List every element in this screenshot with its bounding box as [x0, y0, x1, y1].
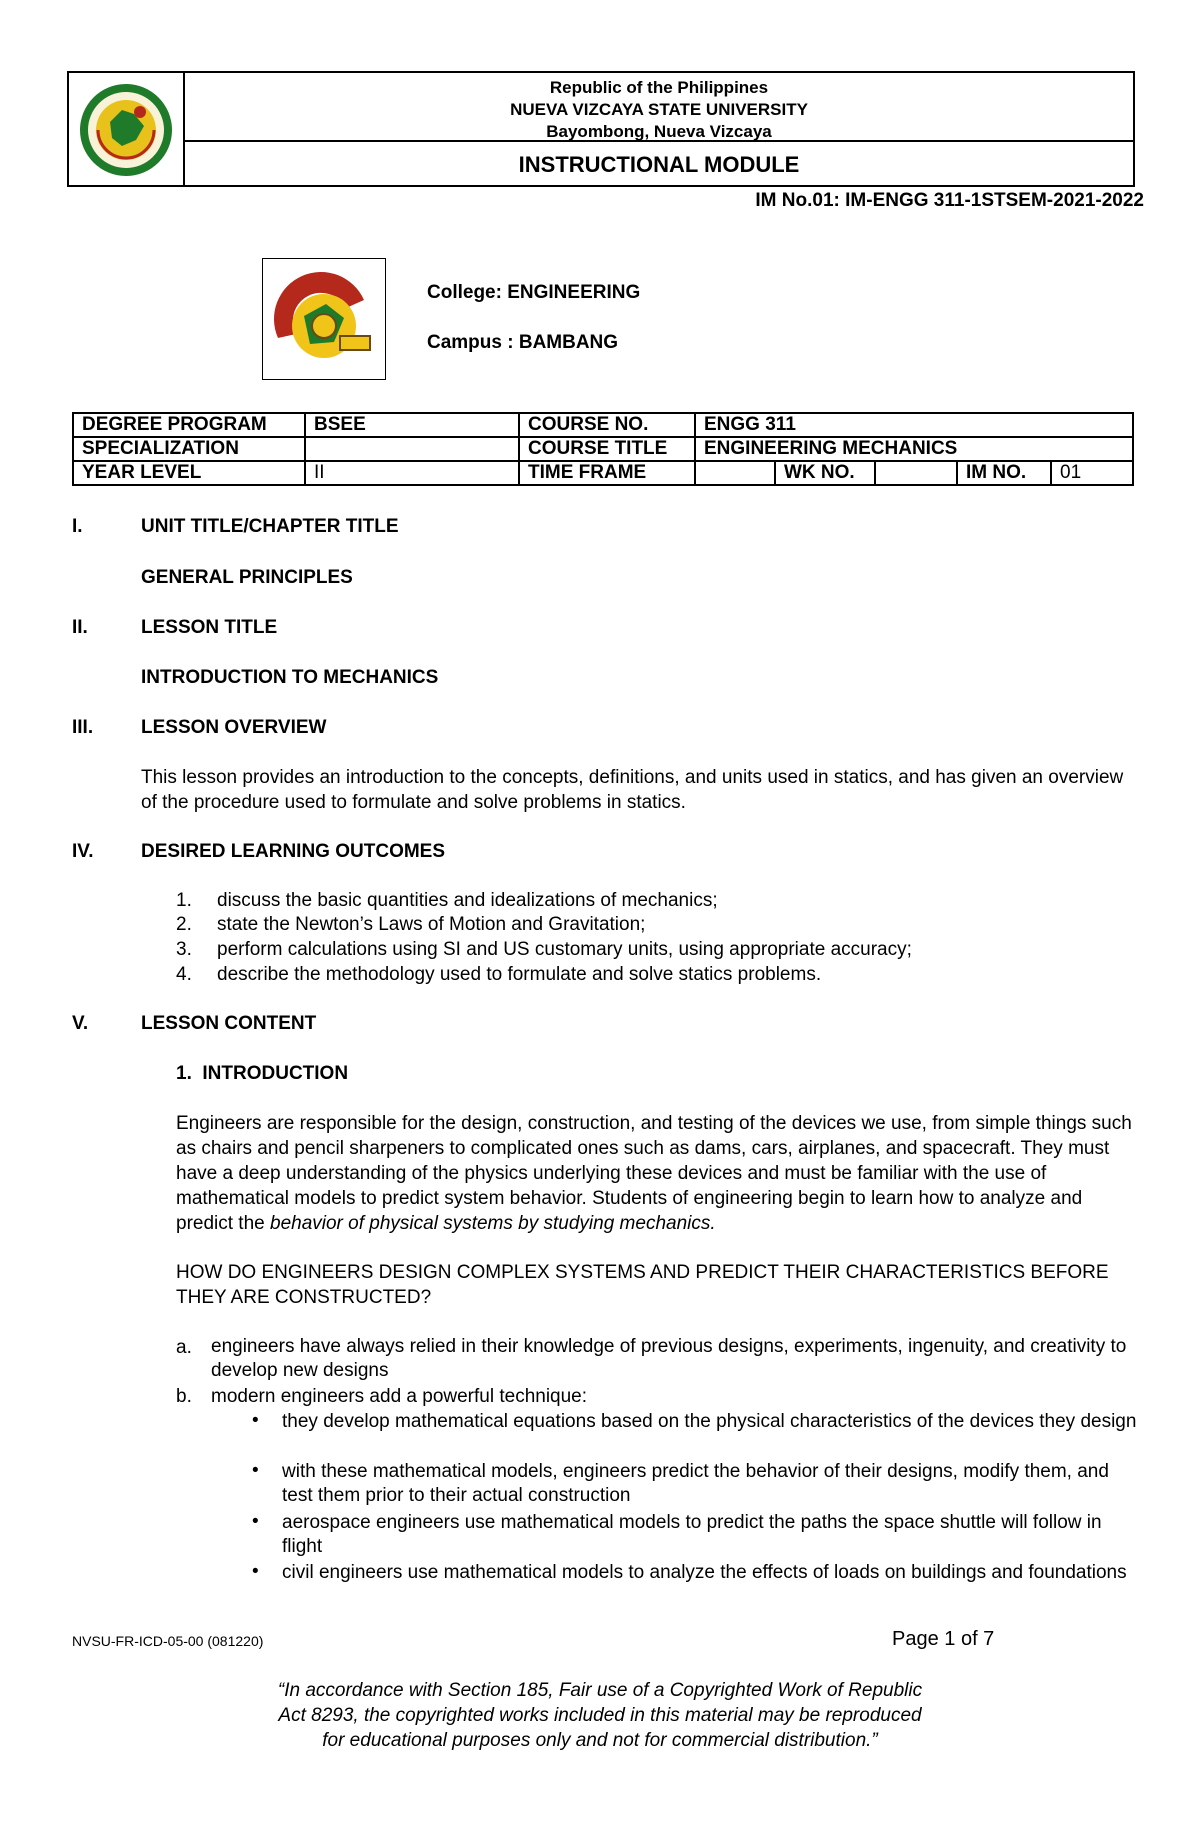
course-no-label: COURSE NO. — [519, 413, 695, 437]
list-item: aerospace engineers use mathematical models to predict the paths the space shuttle will follow in flight — [282, 1512, 1102, 1557]
course-info-table — [72, 412, 1134, 486]
page-number: Page 1 of 7 — [892, 1628, 995, 1650]
degree-value: BSEE — [305, 413, 519, 437]
specialization-label: SPECIALIZATION — [73, 437, 305, 461]
list-item: with these mathematical models, engineers predict the behavior of their designs, modify them, and test them prior to their actual construction — [282, 1461, 1109, 1506]
lesson-title: INTRODUCTION TO MECHANICS — [141, 667, 439, 688]
copyright-notice — [0, 1678, 1200, 1753]
campus-name: Campus : BAMBANG — [427, 332, 619, 353]
outcome-text: perform calculations using SI and US customary units, using appropriate accuracy; — [217, 939, 912, 960]
year-level-label: YEAR LEVEL — [73, 461, 305, 485]
section-1-number: I. — [72, 516, 83, 537]
outcome-number: 2. — [176, 914, 192, 935]
table-row — [73, 413, 1133, 437]
section-4-title: DESIRED LEARNING OUTCOMES — [141, 841, 446, 862]
degree-label: DEGREE PROGRAM — [73, 413, 305, 437]
introduction-text: Engineers are responsible for the design, construction, and testing of the devices we use, from simple things such as chairs and pencil sharpeners to complicated ones such as dams, cars, airplanes, and spacecraft. They must have a deep understanding of the physics underlying these devices and must be familiar with the use of mathematical models to predict system behavior. Students of engineering begin to learn how to analyze and predict the — [176, 1113, 1132, 1234]
table-row — [73, 461, 1133, 485]
section-3-number: III. — [72, 717, 94, 738]
outcome-number: 3. — [176, 939, 192, 960]
module-title: INSTRUCTIONAL MODULE — [518, 152, 800, 177]
im-no-value: 01 — [1051, 461, 1133, 485]
college-name: College: ENGINEERING — [427, 282, 641, 303]
outcome-number: 1. — [176, 890, 192, 911]
item-b-label: b. — [176, 1386, 192, 1407]
section-2-number: II. — [72, 617, 88, 638]
college-logo-icon — [264, 260, 384, 378]
unit-title: GENERAL PRINCIPLES — [141, 567, 353, 588]
section-5-number: V. — [72, 1013, 89, 1034]
university-seal-icon — [70, 74, 182, 186]
list-item: they develop mathematical equations based on the physical characteristics of the devices they design — [282, 1411, 1137, 1432]
specialization-value — [305, 437, 519, 461]
seal-cell — [69, 73, 185, 185]
introduction-emphasis: behavior of physical systems by studying mechanics. — [270, 1213, 716, 1234]
copyright-line-2: Act 8293, the copyrighted works included in this material may be reproduced — [278, 1705, 922, 1726]
university-block — [185, 73, 1133, 142]
section-3-title: LESSON OVERVIEW — [141, 717, 327, 738]
time-frame-value — [695, 461, 775, 485]
design-question: HOW DO ENGINEERS DESIGN COMPLEX SYSTEMS AND PREDICT THEIR CHARACTERISTICS BEFORE THEY ARE CONSTRUCTED? — [176, 1262, 1109, 1308]
table-row — [73, 437, 1133, 461]
course-title-label: COURSE TITLE — [519, 437, 695, 461]
list-item: civil engineers use mathematical models to analyze the effects of loads on buildings and foundations — [282, 1562, 1127, 1583]
outcome-text: state the Newton’s Laws of Motion and Gravitation; — [217, 914, 646, 935]
outcome-number: 4. — [176, 964, 192, 985]
lesson-overview-text: This lesson provides an introduction to the concepts, definitions, and units used in statics, and has given an overview of the procedure used to formulate and solve problems in statics. — [141, 767, 1124, 813]
item-a-text: engineers have always relied in their knowledge of previous designs, experiments, ingenuity, and creativity to develop new designs — [211, 1336, 1127, 1381]
item-b-text: modern engineers add a powerful technique: — [211, 1386, 588, 1407]
bullet-icon: • — [252, 1511, 259, 1532]
outcome-text: describe the methodology used to formulate and solve statics problems. — [217, 964, 822, 985]
week-no-value — [875, 461, 957, 485]
section-1-title: UNIT TITLE/CHAPTER TITLE — [141, 516, 399, 537]
im-no-label: IM NO. — [957, 461, 1051, 485]
university-location: Bayombong, Nueva Vizcaya — [546, 122, 772, 141]
document-header — [67, 71, 1135, 187]
course-no-value: ENGG 311 — [695, 413, 1133, 437]
university-name: NUEVA VIZCAYA STATE UNIVERSITY — [510, 100, 808, 119]
section-5-title: LESSON CONTENT — [141, 1013, 317, 1034]
section-2-title: LESSON TITLE — [141, 617, 278, 638]
college-logo-frame — [262, 258, 386, 380]
week-no-label: WK NO. — [775, 461, 875, 485]
time-frame-label: TIME FRAME — [519, 461, 695, 485]
bullet-icon: • — [252, 1410, 259, 1431]
outcome-text: discuss the basic quantities and idealizations of mechanics; — [217, 890, 718, 911]
year-level-value: II — [305, 461, 519, 485]
item-a-label: a. — [176, 1337, 192, 1358]
copyright-line-3: for educational purposes only and not for commercial distribution.” — [322, 1730, 878, 1751]
section-4-number: IV. — [72, 841, 94, 862]
republic-line: Republic of the Philippines — [549, 78, 769, 97]
copyright-line-1: “In accordance with Section 185, Fair use of a Copyrighted Work of Republic — [277, 1680, 923, 1701]
form-code: NVSU-FR-ICD-05-00 (081220) — [72, 1633, 264, 1649]
bullet-icon: • — [252, 1460, 259, 1481]
im-number: IM No.01: IM-ENGG 311-1STSEM-2021-2022 — [755, 190, 1144, 211]
course-title-value: ENGINEERING MECHANICS — [695, 437, 1133, 461]
bullet-icon: • — [252, 1561, 259, 1582]
introduction-heading: 1. INTRODUCTION — [176, 1063, 349, 1084]
college-info — [427, 282, 640, 382]
introduction-paragraph — [176, 1111, 1138, 1236]
